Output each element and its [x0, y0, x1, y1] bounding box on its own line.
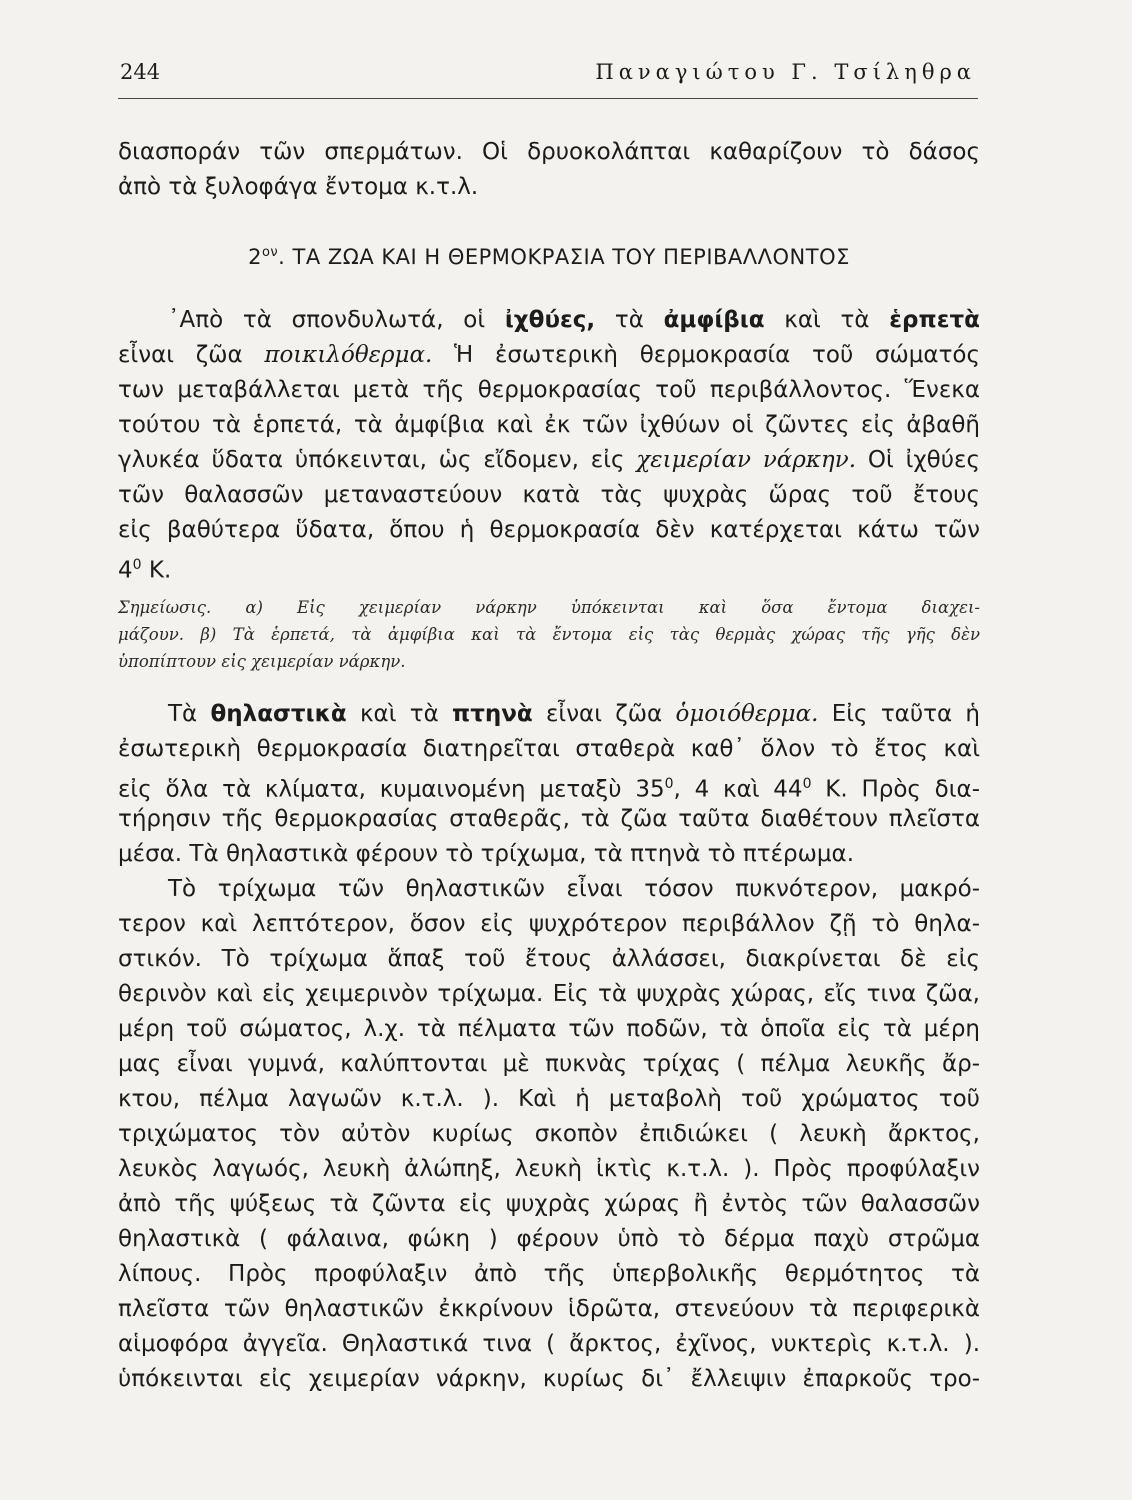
- paragraph-line: ἐσωτερικὴ θερμοκρασία διατηρεῖται σταθερὰ καθ᾿ ὅλον τὸ ἔτος καὶ: [118, 736, 980, 762]
- section-title: . ΤΑ ΖΩΑ ΚΑΙ Η ΘΕΡΜΟΚΡΑΣΙΑ ΤΟΥ ΠΕΡΙΒΑΛΛΟΝΤΟΣ: [278, 245, 850, 269]
- text-span: ᾿Απὸ τὰ σπονδυλωτά, οἱ: [168, 307, 505, 333]
- paragraph-line: [118, 303, 980, 337]
- text-span: εἶναι ζῶα: [118, 342, 265, 368]
- footnote-line: ὑποπίπτουν εἰς χειμερίαν νάρκην.: [118, 652, 406, 671]
- paragraph-line: τερον καὶ λεπτότερον, ὅσον εἰς ψυχρότερον περιβάλλον ζῇ τὸ θηλα-: [118, 911, 980, 937]
- term-mammals: θηλαστικὰ: [210, 701, 347, 727]
- text-span: Οἱ ἰχθύες: [856, 447, 980, 473]
- paragraph-line: λίπους. Πρὸς προφύλαξιν ἀπὸ τῆς ὑπερβολικῆς θερμότητος τὰ: [118, 1261, 980, 1287]
- paragraph-line: μας εἶναι γυμνά, καλύπτονται μὲ πυκνὰς τρίχας ( πέλμα λευκῆς ἄρ-: [118, 1051, 980, 1077]
- term-homeotherm: ὁμοιόθερμα.: [675, 701, 819, 727]
- page-header: [118, 58, 978, 99]
- degree-mark: 0: [664, 776, 674, 792]
- text-span: Ἡ ἐσωτερικὴ θερμοκρασία τοῦ σώματός: [432, 342, 980, 368]
- paragraph-line: [118, 548, 980, 588]
- section-number-suffix: ον: [261, 245, 279, 260]
- paragraph-line: των μεταβάλλεται μετὰ τῆς θερμοκρασίας τοῦ περιβάλλοντος. Ἕνεκα: [118, 377, 980, 403]
- paragraph-line: τήρησιν τῆς θερμοκρασίας σταθερᾶς, τὰ ζῶα ταῦτα διαθέτουν πλεῖστα: [118, 806, 980, 832]
- term-birds: πτηνὰ: [452, 701, 533, 727]
- text-span: Κ. Πρὸς δια-: [811, 776, 980, 803]
- paragraph-line: μέρη τοῦ σώματος, λ.χ. τὰ πέλματα τῶν ποδῶν, τὰ ὁποῖα εἰς τὰ μέρη: [118, 1016, 980, 1042]
- section-number: 2: [248, 245, 262, 269]
- intro-line: ἀπὸ τὰ ξυλοφάγα ἔντομα κ.τ.λ.: [118, 174, 479, 200]
- footnote-line: Σημείωσις. α) Εἰς χειμερίαν νάρκην ὑπόκεινται καὶ ὅσα ἔντομα διαχει-: [118, 598, 980, 617]
- running-title: Παναγιώτου Γ. Τσίληθρα: [595, 60, 976, 84]
- paragraph-line: κτου, πέλμα λαγωῶν κ.τ.λ. ). Καὶ ἡ μεταβολὴ τοῦ χρώματος τοῦ: [118, 1086, 980, 1112]
- paragraph-line: [118, 443, 980, 477]
- section-heading: [118, 245, 980, 269]
- paragraph-line: μέσα. Τὰ θηλαστικὰ φέρουν τὸ τρίχωμα, τὰ πτηνὰ τὸ πτέρωμα.: [118, 841, 854, 867]
- text-span: καὶ τὰ: [346, 701, 453, 727]
- paragraph-line: [118, 338, 980, 372]
- paragraph-line: τριχώματος τὸν αὐτὸν κυρίως σκοπὸν ἐπιδιώκει ( λευκὴ ἄρκτος,: [118, 1121, 980, 1147]
- paragraph-line: θηλαστικὰ ( φάλαινα, φώκη ) φέρουν ὑπὸ τὸ δέρμα παχὺ στρῶμα: [118, 1226, 980, 1252]
- paragraph-line: ἀπὸ τῆς ψύξεως τὰ ζῶντα εἰς ψυχρὰς χώρας ἢ ἐντὸς τῶν θαλασσῶν: [118, 1191, 980, 1217]
- term-reptiles: ἑρπετὰ: [889, 307, 980, 333]
- paragraph-line: λευκὸς λαγωός, λευκὴ ἀλώπηξ, λευκὴ ἰκτὶς κ.τ.λ. ). Πρὸς προφύλαξιν: [118, 1156, 980, 1182]
- degree-mark: 0: [802, 776, 812, 792]
- paragraph-line: αἱμοφόρα ἀγγεῖα. Θηλαστικά τινα ( ἄρκτος, ἐχῖνος, νυκτερὶς κ.τ.λ. ).: [118, 1331, 980, 1357]
- text-span: Τὰ: [168, 701, 211, 727]
- paragraph-line: [118, 697, 980, 731]
- paragraph-line: ὑπόκεινται εἰς χειμερίαν νάρκην, κυρίως δι᾿ ἔλλειψιν ἐπαρκοῦς τρο-: [118, 1366, 980, 1392]
- text-span: Εἰς ταῦτα ἡ: [818, 701, 980, 727]
- paragraph-line: εἰς βαθύτερα ὕδατα, ὅπου ἡ θερμοκρασία δὲν κατέρχεται κάτω τῶν: [118, 517, 980, 543]
- paragraph-line: [118, 767, 980, 807]
- text-span: 4: [118, 557, 133, 584]
- paragraph-line: τῶν θαλασσῶν μεταναστεύουν κατὰ τὰς ψυχρὰς ὥρας τοῦ ἔτους: [118, 482, 980, 508]
- term-hibernation: χειμερίαν νάρκην.: [636, 447, 857, 473]
- text-span: Κ.: [141, 557, 172, 584]
- degree-mark: 0: [132, 557, 142, 573]
- text-span: γλυκέα ὕδατα ὑπόκεινται, ὡς εἴδομεν, εἰς: [118, 447, 637, 473]
- term-poikilotherm: ποικιλόθερμα.: [264, 342, 433, 368]
- text-span: εἶναι ζῶα: [532, 701, 676, 727]
- paragraph-line: στικόν. Τὸ τρίχωμα ἅπαξ τοῦ ἔτους ἀλλάσσει, διακρίνεται δὲ εἰς: [118, 946, 980, 972]
- text-span: , 4 καὶ 44: [673, 776, 803, 803]
- paragraph-line: θερινὸν καὶ εἰς χειμερινὸν τρίχωμα. Εἰς τὰ ψυχρὰς χώρας, εἴς τινα ζῶα,: [118, 981, 980, 1007]
- intro-line: διασποράν τῶν σπερμάτων. Οἱ δρυοκολάπται καθαρίζουν τὸ δάσος: [118, 139, 980, 165]
- term-fish: ἰχθύες,: [504, 307, 596, 333]
- paragraph-line: Τὸ τρίχωμα τῶν θηλαστικῶν εἶναι τόσον πυκνότερον, μακρό-: [168, 876, 980, 902]
- footnote-line: μάζουν. β) Τὰ ἑρπετά, τὰ ἀμφίβια καὶ τὰ ἔντομα εἰς τὰς θερμὰς χώρας τῆς γῆς δὲν: [118, 625, 980, 644]
- text-span: τὰ: [595, 307, 664, 333]
- text-span: καὶ τὰ: [764, 307, 890, 333]
- paragraph-line: τούτου τὰ ἑρπετά, τὰ ἀμφίβια καὶ ἐκ τῶν ἰχθύων οἱ ζῶντες εἰς ἀβαθῆ: [118, 412, 980, 438]
- text-span: εἰς ὅλα τὰ κλίματα, κυμαινομένη μεταξὺ 35: [118, 776, 665, 803]
- term-amphibians: ἀμφίβια: [663, 307, 765, 333]
- page-number: 244: [120, 60, 161, 84]
- paragraph-line: πλεῖστα τῶν θηλαστικῶν ἐκκρίνουν ἱδρῶτα, στενεύουν τὰ περιφερικὰ: [118, 1296, 980, 1322]
